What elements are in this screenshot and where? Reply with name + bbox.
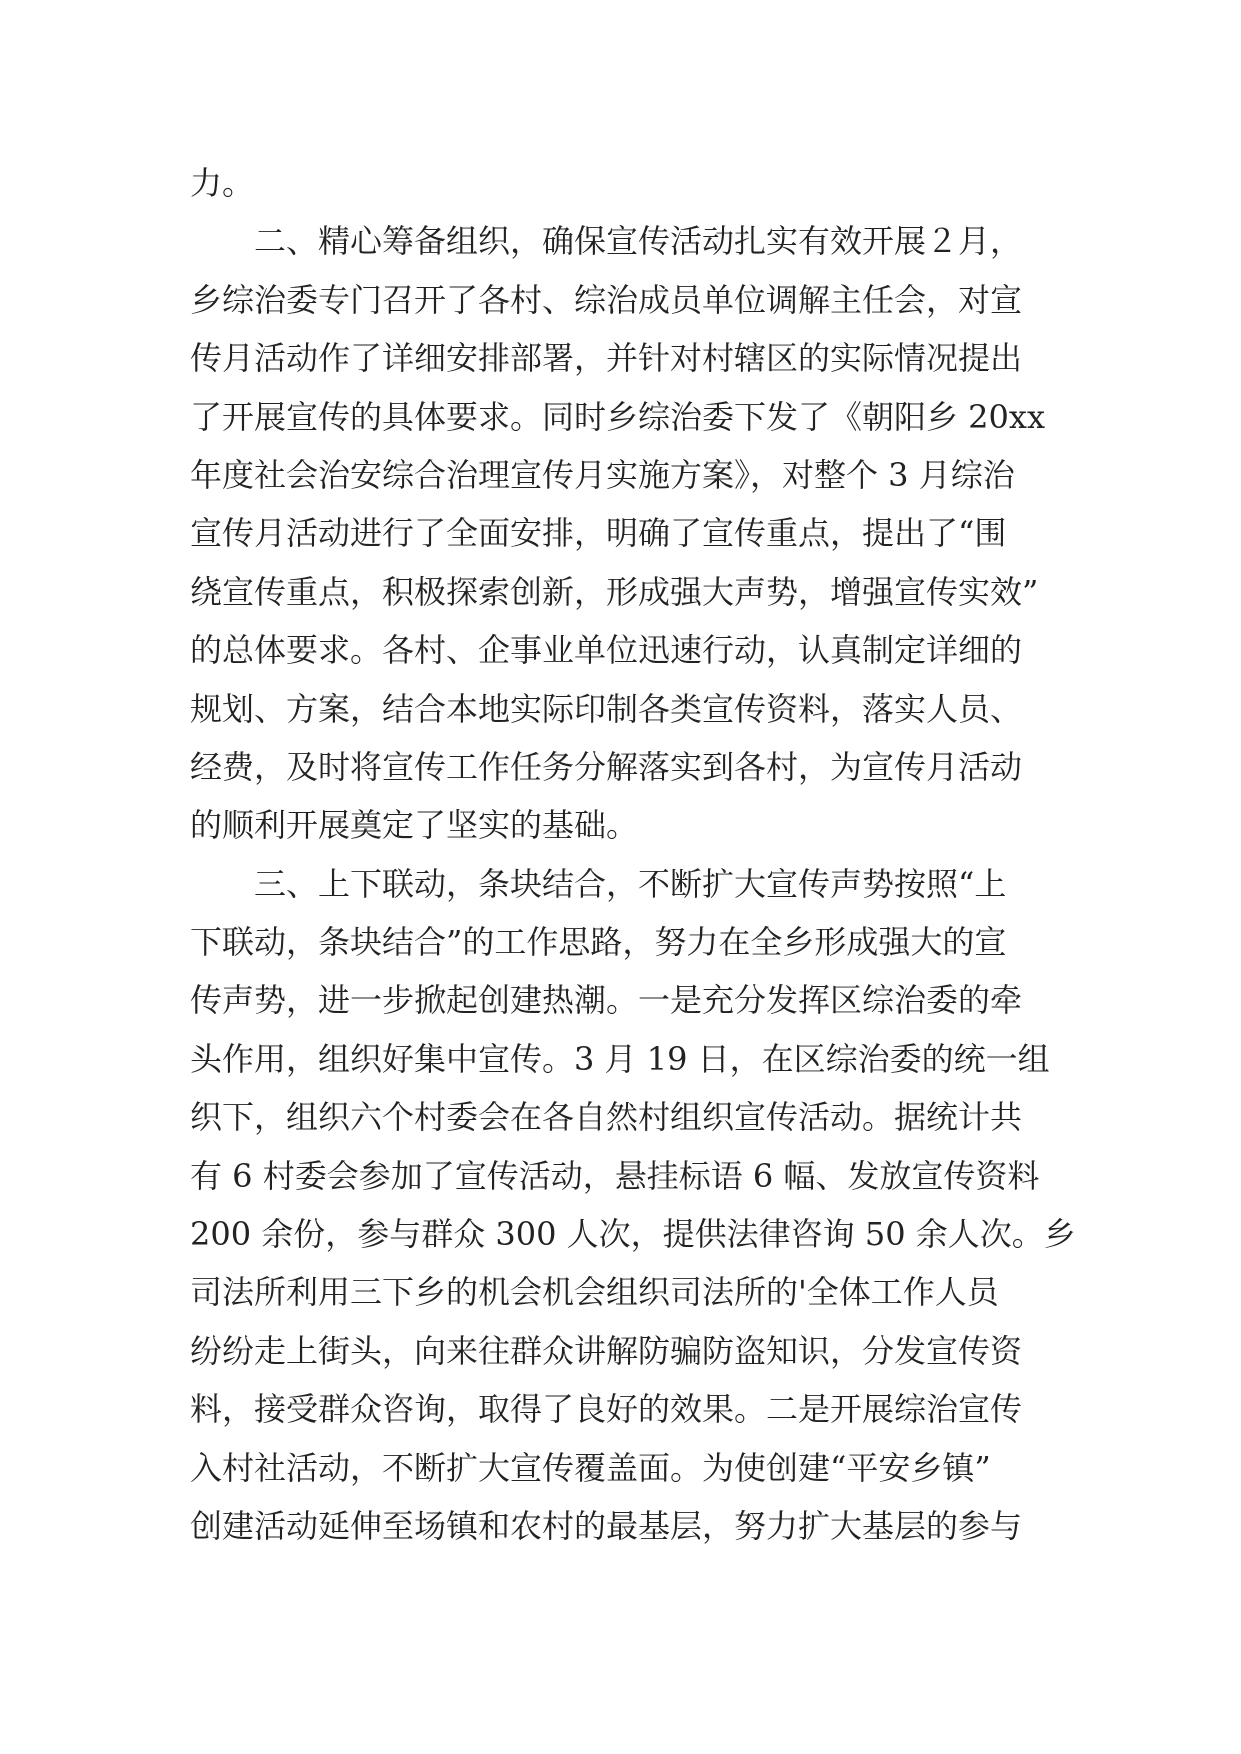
text-line: 料，接受群众咨询，取得了良好的效果。二是开展综治宣传	[190, 1390, 1023, 1429]
text-line: 二、精心筹备组织，确保宣传活动扎实有效开展２月，	[190, 222, 1023, 261]
text-line: 头作用，组织好集中宣传。3 月 19 日，在区综治委的统一组	[190, 1039, 1050, 1078]
text-line: 有 6 村委会参加了宣传活动，悬挂标语 6 幅、发放宣传资料	[190, 1156, 1040, 1195]
text-line: 经费，及时将宣传工作任务分解落实到各村，为宣传月活动	[190, 747, 1023, 786]
text-line: 绕宣传重点，积极探索创新，形成强大声势，增强宣传实效”	[190, 572, 1039, 611]
text-line: 宣传月活动进行了全面安排，明确了宣传重点，提出了“围	[190, 514, 1007, 553]
text-line: 的顺利开展奠定了坚实的基础。	[190, 806, 639, 845]
text-line: 年度社会治安综合治理宣传月实施方案》，对整个 3 月综治	[190, 455, 1015, 494]
text-line: 了开展宣传的具体要求。同时乡综治委下发了《朝阳乡 20xx	[190, 397, 1045, 436]
text-line: 的总体要求。各村、企事业单位迅速行动，认真制定详细的	[190, 631, 1023, 670]
text-line: 纷纷走上街头，向来往群众讲解防骗防盗知识，分发宣传资	[190, 1331, 1023, 1370]
text-line: 规划、方案，结合本地实际印制各类宣传资料，落实人员、	[190, 689, 1023, 728]
text-line: 乡综治委专门召开了各村、综治成员单位调解主任会，对宣	[190, 280, 1023, 319]
text-line: 司法所利用三下乡的机会机会组织司法所的'全体工作人员	[190, 1273, 999, 1312]
text-line: 织下，组织六个村委会在各自然村组织宣传活动。据统计共	[190, 1098, 1023, 1137]
text-line: 传月活动作了详细安排部署，并针对村辖区的实际情况提出	[190, 339, 1023, 378]
document-body	[190, 154, 1076, 1555]
text-line: 入村社活动，不断扩大宣传覆盖面。为使创建“平安乡镇”	[190, 1448, 991, 1487]
text-line: 下联动，条块结合”的工作思路，努力在全乡形成强大的宣	[190, 923, 1007, 962]
text-line: 力。	[190, 164, 255, 202]
text-line: 三、上下联动，条块结合，不断扩大宣传声势按照“上	[190, 864, 1007, 903]
text-line: 传声势，进一步掀起创建热潮。一是充分发挥区综治委的牵	[190, 981, 1023, 1020]
text-line: 创建活动延伸至场镇和农村的最基层，努力扩大基层的参与	[190, 1506, 1023, 1545]
text-line: 200 余份，参与群众 300 人次，提供法律咨询 50 余人次。乡	[190, 1215, 1076, 1254]
